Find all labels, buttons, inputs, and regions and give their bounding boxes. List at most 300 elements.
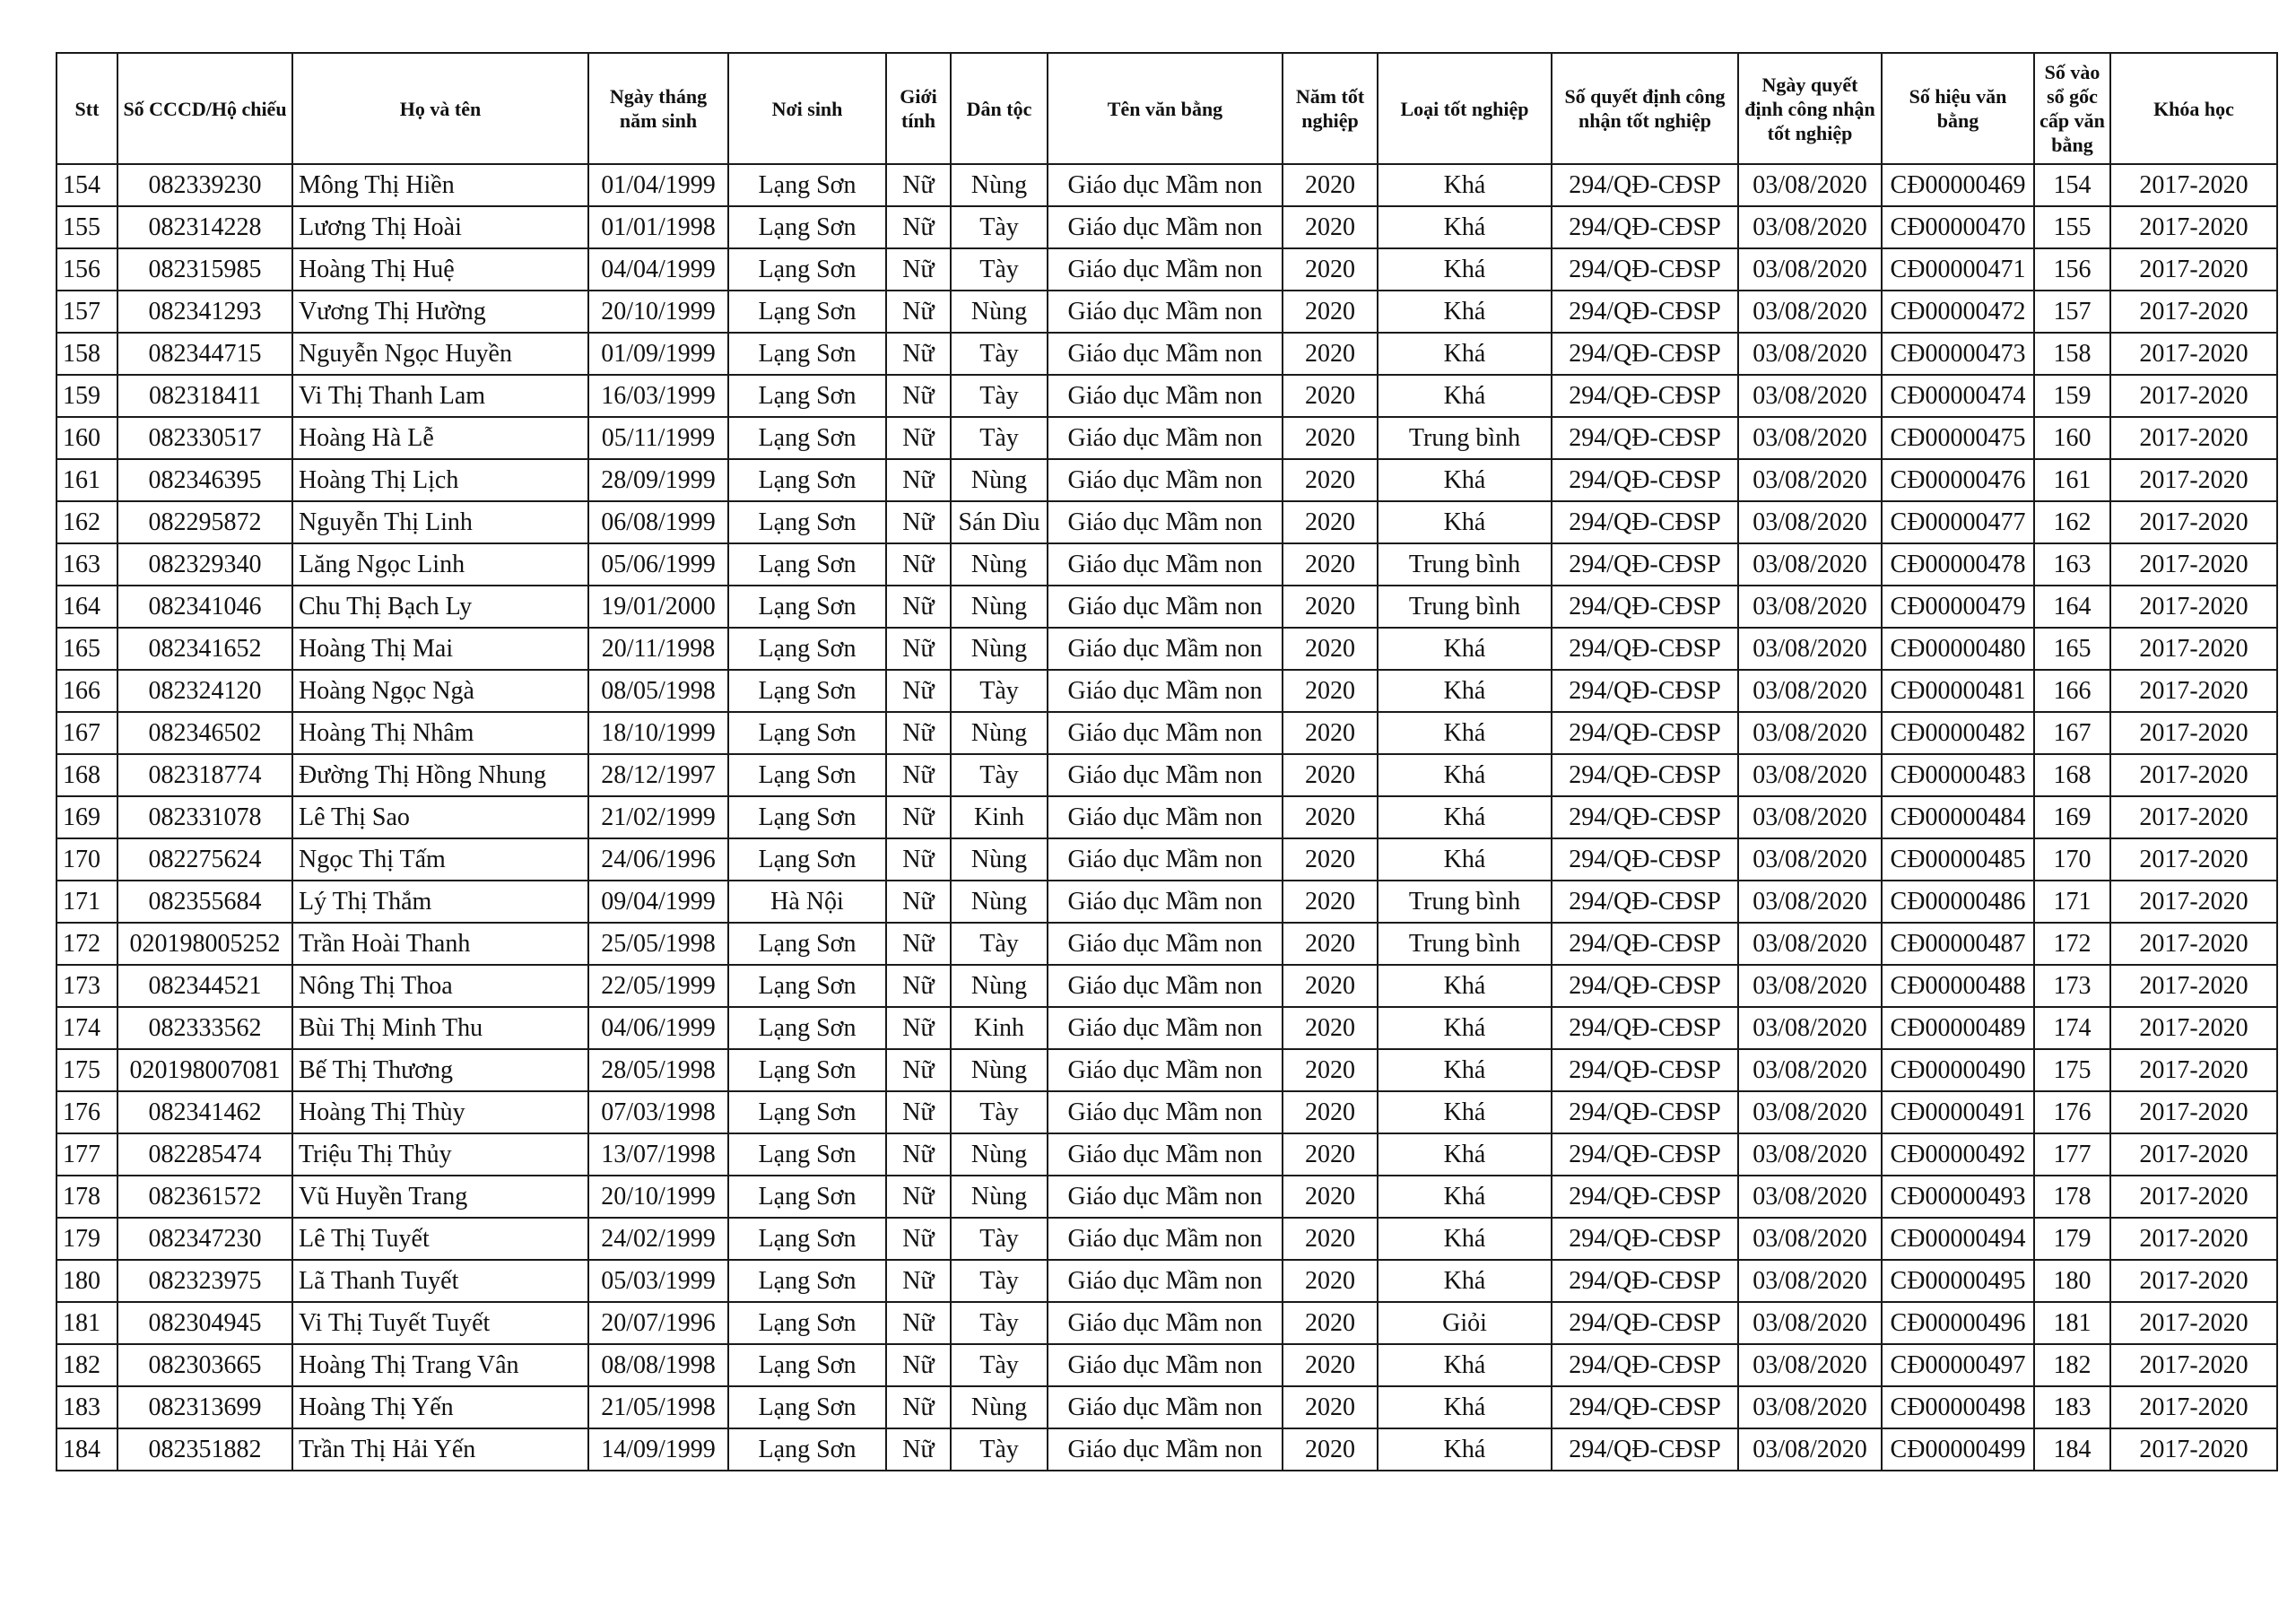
cell-course: 2017-2020: [2110, 628, 2277, 670]
table-row: [57, 417, 2277, 459]
cell-gender: Nữ: [886, 1091, 951, 1133]
cell-decision-date: 03/08/2020: [1738, 1428, 1882, 1471]
cell-ethnicity: Tày: [951, 206, 1048, 248]
cell-degree-name: Giáo dục Mầm non: [1048, 796, 1283, 838]
cell-decision-number: 294/QĐ-CĐSP: [1552, 543, 1738, 586]
cell-graduation-year: 2020: [1283, 1260, 1378, 1302]
cell-stt: 169: [57, 796, 117, 838]
cell-full-name: Lã Thanh Tuyết: [292, 1260, 588, 1302]
cell-id-number: 082341652: [117, 628, 292, 670]
cell-id-number: 082355684: [117, 881, 292, 923]
cell-graduation-grade: Khá: [1378, 1176, 1552, 1218]
cell-certificate-number: CĐ00000478: [1882, 543, 2034, 586]
cell-ethnicity: Nùng: [951, 881, 1048, 923]
table-row: [57, 1386, 2277, 1428]
cell-full-name: Đường Thị Hồng Nhung: [292, 754, 588, 796]
cell-certificate-number: CĐ00000475: [1882, 417, 2034, 459]
cell-certificate-number: CĐ00000480: [1882, 628, 2034, 670]
cell-decision-date: 03/08/2020: [1738, 333, 1882, 375]
cell-stt: 168: [57, 754, 117, 796]
cell-decision-date: 03/08/2020: [1738, 164, 1882, 206]
cell-graduation-year: 2020: [1283, 501, 1378, 543]
table-header-row: [57, 53, 2277, 164]
cell-birthplace: Lạng Sơn: [728, 1176, 886, 1218]
cell-id-number: 082318774: [117, 754, 292, 796]
cell-gender: Nữ: [886, 1344, 951, 1386]
cell-decision-date: 03/08/2020: [1738, 796, 1882, 838]
header-decision-date: Ngày quyết định công nhận tốt nghiệp: [1738, 53, 1882, 164]
cell-ethnicity: Nùng: [951, 1133, 1048, 1176]
cell-birthplace: Lạng Sơn: [728, 1344, 886, 1386]
cell-decision-number: 294/QĐ-CĐSP: [1552, 838, 1738, 881]
cell-graduation-year: 2020: [1283, 333, 1378, 375]
cell-birthplace: Lạng Sơn: [728, 375, 886, 417]
cell-stt: 174: [57, 1007, 117, 1049]
cell-birthplace: Lạng Sơn: [728, 1386, 886, 1428]
cell-full-name: Nguyễn Ngọc Huyền: [292, 333, 588, 375]
cell-decision-number: 294/QĐ-CĐSP: [1552, 1176, 1738, 1218]
cell-gender: Nữ: [886, 923, 951, 965]
cell-graduation-grade: Khá: [1378, 838, 1552, 881]
cell-graduation-grade: Trung bình: [1378, 586, 1552, 628]
cell-register-number: 162: [2034, 501, 2110, 543]
graduation-table: [56, 52, 2278, 1471]
cell-graduation-year: 2020: [1283, 670, 1378, 712]
cell-decision-number: 294/QĐ-CĐSP: [1552, 670, 1738, 712]
cell-certificate-number: CĐ00000497: [1882, 1344, 2034, 1386]
cell-decision-number: 294/QĐ-CĐSP: [1552, 965, 1738, 1007]
table-row: [57, 1133, 2277, 1176]
cell-certificate-number: CĐ00000488: [1882, 965, 2034, 1007]
cell-ethnicity: Nùng: [951, 164, 1048, 206]
cell-course: 2017-2020: [2110, 417, 2277, 459]
cell-id-number: 082341293: [117, 291, 292, 333]
cell-certificate-number: CĐ00000484: [1882, 796, 2034, 838]
cell-certificate-number: CĐ00000494: [1882, 1218, 2034, 1260]
cell-certificate-number: CĐ00000481: [1882, 670, 2034, 712]
cell-id-number: 082323975: [117, 1260, 292, 1302]
cell-certificate-number: CĐ00000495: [1882, 1260, 2034, 1302]
cell-graduation-year: 2020: [1283, 1344, 1378, 1386]
header-course: Khóa học: [2110, 53, 2277, 164]
cell-certificate-number: CĐ00000483: [1882, 754, 2034, 796]
cell-graduation-grade: Khá: [1378, 796, 1552, 838]
cell-ethnicity: Nùng: [951, 838, 1048, 881]
cell-stt: 180: [57, 1260, 117, 1302]
cell-decision-date: 03/08/2020: [1738, 501, 1882, 543]
cell-course: 2017-2020: [2110, 965, 2277, 1007]
cell-graduation-grade: Khá: [1378, 1007, 1552, 1049]
cell-ethnicity: Nùng: [951, 628, 1048, 670]
cell-course: 2017-2020: [2110, 1176, 2277, 1218]
cell-graduation-grade: Trung bình: [1378, 417, 1552, 459]
cell-id-number: 082339230: [117, 164, 292, 206]
cell-degree-name: Giáo dục Mầm non: [1048, 459, 1283, 501]
cell-id-number: 082304945: [117, 1302, 292, 1344]
cell-graduation-year: 2020: [1283, 206, 1378, 248]
cell-id-number: 082341462: [117, 1091, 292, 1133]
cell-decision-date: 03/08/2020: [1738, 712, 1882, 754]
cell-full-name: Vi Thị Tuyết Tuyết: [292, 1302, 588, 1344]
cell-gender: Nữ: [886, 1260, 951, 1302]
table-row: [57, 501, 2277, 543]
cell-date-of-birth: 08/05/1998: [588, 670, 728, 712]
cell-gender: Nữ: [886, 459, 951, 501]
cell-gender: Nữ: [886, 417, 951, 459]
cell-graduation-grade: Khá: [1378, 248, 1552, 291]
cell-register-number: 184: [2034, 1428, 2110, 1471]
cell-birthplace: Lạng Sơn: [728, 1428, 886, 1471]
cell-certificate-number: CĐ00000474: [1882, 375, 2034, 417]
cell-decision-date: 03/08/2020: [1738, 965, 1882, 1007]
cell-course: 2017-2020: [2110, 1260, 2277, 1302]
cell-date-of-birth: 21/02/1999: [588, 796, 728, 838]
cell-gender: Nữ: [886, 965, 951, 1007]
cell-certificate-number: CĐ00000498: [1882, 1386, 2034, 1428]
cell-decision-number: 294/QĐ-CĐSP: [1552, 164, 1738, 206]
cell-certificate-number: CĐ00000479: [1882, 586, 2034, 628]
cell-ethnicity: Tày: [951, 417, 1048, 459]
cell-course: 2017-2020: [2110, 375, 2277, 417]
table-row: [57, 1049, 2277, 1091]
cell-gender: Nữ: [886, 291, 951, 333]
cell-stt: 179: [57, 1218, 117, 1260]
table-row: [57, 375, 2277, 417]
cell-decision-date: 03/08/2020: [1738, 291, 1882, 333]
cell-ethnicity: Tày: [951, 375, 1048, 417]
cell-full-name: Lý Thị Thắm: [292, 881, 588, 923]
cell-full-name: Hoàng Thị Nhâm: [292, 712, 588, 754]
cell-degree-name: Giáo dục Mầm non: [1048, 1176, 1283, 1218]
cell-date-of-birth: 18/10/1999: [588, 712, 728, 754]
table-row: [57, 164, 2277, 206]
cell-birthplace: Lạng Sơn: [728, 206, 886, 248]
cell-degree-name: Giáo dục Mầm non: [1048, 754, 1283, 796]
header-date-of-birth: Ngày tháng năm sinh: [588, 53, 728, 164]
cell-stt: 167: [57, 712, 117, 754]
cell-ethnicity: Kinh: [951, 1007, 1048, 1049]
cell-full-name: Hoàng Thị Trang Vân: [292, 1344, 588, 1386]
cell-graduation-year: 2020: [1283, 881, 1378, 923]
table-row: [57, 248, 2277, 291]
cell-birthplace: Lạng Sơn: [728, 333, 886, 375]
cell-date-of-birth: 24/02/1999: [588, 1218, 728, 1260]
cell-birthplace: Lạng Sơn: [728, 1133, 886, 1176]
cell-certificate-number: CĐ00000469: [1882, 164, 2034, 206]
cell-course: 2017-2020: [2110, 1133, 2277, 1176]
cell-full-name: Hoàng Ngọc Ngà: [292, 670, 588, 712]
cell-decision-date: 03/08/2020: [1738, 1344, 1882, 1386]
cell-id-number: 082275624: [117, 838, 292, 881]
cell-course: 2017-2020: [2110, 712, 2277, 754]
cell-graduation-grade: Trung bình: [1378, 881, 1552, 923]
table-row: [57, 206, 2277, 248]
cell-date-of-birth: 28/09/1999: [588, 459, 728, 501]
cell-graduation-grade: Khá: [1378, 628, 1552, 670]
cell-decision-number: 294/QĐ-CĐSP: [1552, 501, 1738, 543]
cell-full-name: Hoàng Thị Huệ: [292, 248, 588, 291]
cell-id-number: 020198007081: [117, 1049, 292, 1091]
cell-full-name: Hoàng Hà Lễ: [292, 417, 588, 459]
cell-id-number: 082361572: [117, 1176, 292, 1218]
cell-register-number: 164: [2034, 586, 2110, 628]
cell-decision-number: 294/QĐ-CĐSP: [1552, 923, 1738, 965]
cell-certificate-number: CĐ00000485: [1882, 838, 2034, 881]
cell-degree-name: Giáo dục Mầm non: [1048, 923, 1283, 965]
cell-birthplace: Lạng Sơn: [728, 501, 886, 543]
cell-ethnicity: Nùng: [951, 1386, 1048, 1428]
cell-degree-name: Giáo dục Mầm non: [1048, 1428, 1283, 1471]
cell-date-of-birth: 09/04/1999: [588, 881, 728, 923]
cell-certificate-number: CĐ00000486: [1882, 881, 2034, 923]
cell-degree-name: Giáo dục Mầm non: [1048, 417, 1283, 459]
cell-id-number: 082285474: [117, 1133, 292, 1176]
cell-graduation-year: 2020: [1283, 1049, 1378, 1091]
cell-course: 2017-2020: [2110, 206, 2277, 248]
cell-graduation-year: 2020: [1283, 923, 1378, 965]
cell-date-of-birth: 20/07/1996: [588, 1302, 728, 1344]
cell-graduation-year: 2020: [1283, 586, 1378, 628]
cell-graduation-year: 2020: [1283, 1007, 1378, 1049]
cell-graduation-year: 2020: [1283, 1133, 1378, 1176]
cell-graduation-year: 2020: [1283, 796, 1378, 838]
cell-gender: Nữ: [886, 670, 951, 712]
cell-date-of-birth: 05/11/1999: [588, 417, 728, 459]
cell-degree-name: Giáo dục Mầm non: [1048, 712, 1283, 754]
cell-gender: Nữ: [886, 881, 951, 923]
cell-birthplace: Lạng Sơn: [728, 1218, 886, 1260]
cell-decision-number: 294/QĐ-CĐSP: [1552, 206, 1738, 248]
cell-full-name: Mông Thị Hiền: [292, 164, 588, 206]
cell-date-of-birth: 20/10/1999: [588, 1176, 728, 1218]
cell-course: 2017-2020: [2110, 1344, 2277, 1386]
cell-course: 2017-2020: [2110, 923, 2277, 965]
cell-date-of-birth: 05/03/1999: [588, 1260, 728, 1302]
cell-certificate-number: CĐ00000491: [1882, 1091, 2034, 1133]
cell-date-of-birth: 05/06/1999: [588, 543, 728, 586]
cell-full-name: Lê Thị Tuyết: [292, 1218, 588, 1260]
cell-graduation-year: 2020: [1283, 712, 1378, 754]
cell-ethnicity: Tày: [951, 1091, 1048, 1133]
cell-decision-date: 03/08/2020: [1738, 838, 1882, 881]
cell-gender: Nữ: [886, 164, 951, 206]
cell-decision-number: 294/QĐ-CĐSP: [1552, 1302, 1738, 1344]
cell-full-name: Triệu Thị Thủy: [292, 1133, 588, 1176]
cell-graduation-grade: Khá: [1378, 164, 1552, 206]
header-id-number: Số CCCD/Hộ chiếu: [117, 53, 292, 164]
table-row: [57, 459, 2277, 501]
cell-stt: 165: [57, 628, 117, 670]
cell-decision-date: 03/08/2020: [1738, 670, 1882, 712]
cell-degree-name: Giáo dục Mầm non: [1048, 1344, 1283, 1386]
cell-graduation-grade: Khá: [1378, 965, 1552, 1007]
cell-decision-date: 03/08/2020: [1738, 459, 1882, 501]
cell-decision-number: 294/QĐ-CĐSP: [1552, 586, 1738, 628]
cell-birthplace: Hà Nội: [728, 881, 886, 923]
cell-graduation-year: 2020: [1283, 1091, 1378, 1133]
cell-degree-name: Giáo dục Mầm non: [1048, 543, 1283, 586]
cell-id-number: 082346502: [117, 712, 292, 754]
cell-gender: Nữ: [886, 501, 951, 543]
cell-date-of-birth: 08/08/1998: [588, 1344, 728, 1386]
cell-degree-name: Giáo dục Mầm non: [1048, 1133, 1283, 1176]
cell-degree-name: Giáo dục Mầm non: [1048, 586, 1283, 628]
cell-stt: 154: [57, 164, 117, 206]
cell-course: 2017-2020: [2110, 1218, 2277, 1260]
cell-decision-number: 294/QĐ-CĐSP: [1552, 417, 1738, 459]
cell-decision-number: 294/QĐ-CĐSP: [1552, 459, 1738, 501]
cell-birthplace: Lạng Sơn: [728, 1049, 886, 1091]
cell-course: 2017-2020: [2110, 838, 2277, 881]
cell-graduation-grade: Khá: [1378, 291, 1552, 333]
cell-register-number: 160: [2034, 417, 2110, 459]
cell-gender: Nữ: [886, 1302, 951, 1344]
cell-certificate-number: CĐ00000492: [1882, 1133, 2034, 1176]
cell-certificate-number: CĐ00000477: [1882, 501, 2034, 543]
cell-date-of-birth: 16/03/1999: [588, 375, 728, 417]
cell-decision-number: 294/QĐ-CĐSP: [1552, 1428, 1738, 1471]
cell-decision-date: 03/08/2020: [1738, 375, 1882, 417]
cell-degree-name: Giáo dục Mầm non: [1048, 1049, 1283, 1091]
cell-course: 2017-2020: [2110, 754, 2277, 796]
cell-register-number: 177: [2034, 1133, 2110, 1176]
cell-course: 2017-2020: [2110, 248, 2277, 291]
table-row: [57, 712, 2277, 754]
cell-course: 2017-2020: [2110, 670, 2277, 712]
cell-graduation-grade: Khá: [1378, 754, 1552, 796]
cell-birthplace: Lạng Sơn: [728, 543, 886, 586]
header-graduation-year: Năm tốt nghiệp: [1283, 53, 1378, 164]
cell-stt: 155: [57, 206, 117, 248]
cell-graduation-grade: Trung bình: [1378, 923, 1552, 965]
cell-register-number: 154: [2034, 164, 2110, 206]
cell-id-number: 082295872: [117, 501, 292, 543]
cell-decision-date: 03/08/2020: [1738, 1049, 1882, 1091]
cell-id-number: 082314228: [117, 206, 292, 248]
header-certificate-number: Số hiệu văn bằng: [1882, 53, 2034, 164]
cell-decision-date: 03/08/2020: [1738, 1091, 1882, 1133]
cell-course: 2017-2020: [2110, 1049, 2277, 1091]
cell-stt: 166: [57, 670, 117, 712]
cell-decision-number: 294/QĐ-CĐSP: [1552, 881, 1738, 923]
cell-register-number: 170: [2034, 838, 2110, 881]
cell-id-number: 082329340: [117, 543, 292, 586]
cell-degree-name: Giáo dục Mầm non: [1048, 1260, 1283, 1302]
cell-graduation-grade: Khá: [1378, 1428, 1552, 1471]
cell-register-number: 181: [2034, 1302, 2110, 1344]
cell-ethnicity: Nùng: [951, 543, 1048, 586]
cell-decision-number: 294/QĐ-CĐSP: [1552, 796, 1738, 838]
cell-ethnicity: Nùng: [951, 1176, 1048, 1218]
cell-degree-name: Giáo dục Mầm non: [1048, 501, 1283, 543]
cell-full-name: Nguyễn Thị Linh: [292, 501, 588, 543]
cell-birthplace: Lạng Sơn: [728, 1007, 886, 1049]
cell-register-number: 161: [2034, 459, 2110, 501]
cell-graduation-year: 2020: [1283, 375, 1378, 417]
cell-date-of-birth: 24/06/1996: [588, 838, 728, 881]
cell-graduation-year: 2020: [1283, 628, 1378, 670]
cell-graduation-grade: Khá: [1378, 1344, 1552, 1386]
cell-id-number: 082344715: [117, 333, 292, 375]
cell-degree-name: Giáo dục Mầm non: [1048, 1386, 1283, 1428]
cell-register-number: 155: [2034, 206, 2110, 248]
cell-id-number: 082351882: [117, 1428, 292, 1471]
cell-stt: 156: [57, 248, 117, 291]
cell-date-of-birth: 01/01/1998: [588, 206, 728, 248]
cell-register-number: 156: [2034, 248, 2110, 291]
cell-decision-number: 294/QĐ-CĐSP: [1552, 375, 1738, 417]
header-stt: Stt: [57, 53, 117, 164]
cell-register-number: 182: [2034, 1344, 2110, 1386]
table-row: [57, 333, 2277, 375]
cell-id-number: 082347230: [117, 1218, 292, 1260]
cell-id-number: 082324120: [117, 670, 292, 712]
cell-course: 2017-2020: [2110, 1302, 2277, 1344]
table-row: [57, 1428, 2277, 1471]
cell-birthplace: Lạng Sơn: [728, 164, 886, 206]
cell-stt: 159: [57, 375, 117, 417]
cell-full-name: Vi Thị Thanh Lam: [292, 375, 588, 417]
cell-ethnicity: Nùng: [951, 965, 1048, 1007]
cell-full-name: Bế Thị Thương: [292, 1049, 588, 1091]
cell-stt: 172: [57, 923, 117, 965]
cell-birthplace: Lạng Sơn: [728, 291, 886, 333]
cell-gender: Nữ: [886, 206, 951, 248]
cell-gender: Nữ: [886, 586, 951, 628]
graduation-list-sheet: [56, 52, 2276, 1471]
cell-degree-name: Giáo dục Mầm non: [1048, 206, 1283, 248]
cell-register-number: 167: [2034, 712, 2110, 754]
cell-full-name: Lăng Ngọc Linh: [292, 543, 588, 586]
cell-degree-name: Giáo dục Mầm non: [1048, 881, 1283, 923]
cell-decision-date: 03/08/2020: [1738, 1260, 1882, 1302]
cell-birthplace: Lạng Sơn: [728, 628, 886, 670]
cell-gender: Nữ: [886, 796, 951, 838]
cell-full-name: Hoàng Thị Thùy: [292, 1091, 588, 1133]
cell-ethnicity: Tày: [951, 1344, 1048, 1386]
cell-register-number: 179: [2034, 1218, 2110, 1260]
cell-birthplace: Lạng Sơn: [728, 459, 886, 501]
cell-full-name: Lương Thị Hoài: [292, 206, 588, 248]
cell-graduation-grade: Khá: [1378, 333, 1552, 375]
cell-date-of-birth: 13/07/1998: [588, 1133, 728, 1176]
cell-id-number: 082313699: [117, 1386, 292, 1428]
cell-graduation-year: 2020: [1283, 291, 1378, 333]
cell-ethnicity: Nùng: [951, 712, 1048, 754]
cell-ethnicity: Tày: [951, 248, 1048, 291]
cell-birthplace: Lạng Sơn: [728, 586, 886, 628]
cell-decision-number: 294/QĐ-CĐSP: [1552, 628, 1738, 670]
cell-decision-date: 03/08/2020: [1738, 1176, 1882, 1218]
cell-graduation-year: 2020: [1283, 417, 1378, 459]
cell-full-name: Trần Thị Hải Yến: [292, 1428, 588, 1471]
cell-decision-date: 03/08/2020: [1738, 248, 1882, 291]
cell-decision-date: 03/08/2020: [1738, 1386, 1882, 1428]
cell-birthplace: Lạng Sơn: [728, 923, 886, 965]
cell-ethnicity: Sán Dìu: [951, 501, 1048, 543]
cell-decision-date: 03/08/2020: [1738, 881, 1882, 923]
cell-stt: 158: [57, 333, 117, 375]
cell-ethnicity: Tày: [951, 670, 1048, 712]
cell-decision-date: 03/08/2020: [1738, 206, 1882, 248]
table-row: [57, 796, 2277, 838]
cell-course: 2017-2020: [2110, 586, 2277, 628]
cell-graduation-grade: Khá: [1378, 501, 1552, 543]
cell-id-number: 082315985: [117, 248, 292, 291]
cell-gender: Nữ: [886, 375, 951, 417]
cell-decision-number: 294/QĐ-CĐSP: [1552, 1133, 1738, 1176]
cell-full-name: Hoàng Thị Mai: [292, 628, 588, 670]
